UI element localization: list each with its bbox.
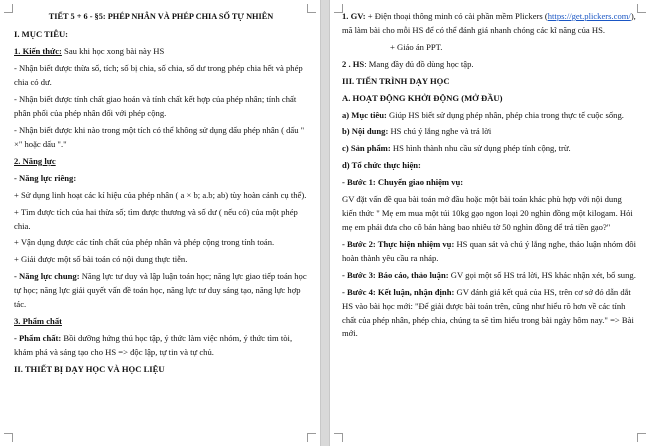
product-text: HS hình thành nhu cầu sử dụng phép tính cộng, trừ. — [390, 143, 571, 154]
lesson-title: TIẾT 5 + 6 - §5: PHÉP NHÂN VÀ PHÉP CHIA SỐ TỰ NHIÊN — [48, 12, 274, 21]
crop-mark — [4, 4, 13, 13]
qualities-paragraph — [14, 332, 308, 360]
teacher-equipment-paragraph — [342, 10, 636, 38]
left-page — [0, 0, 321, 446]
step2-text: HS quan sát và chú ý lắng nghe, thảo luận nhóm đôi hoàn thành yêu cầu ra nháp. — [342, 238, 636, 263]
step3-text: GV gọi một số HS trả lời, HS khác nhận xét, bổ sung. — [448, 269, 636, 280]
general-competency-paragraph — [14, 270, 308, 312]
teacher-text: + Điện thoại thông minh có cài phần mềm Plickers ( — [365, 11, 548, 21]
plickers-link[interactable]: https://get.plickers.com/ — [547, 11, 631, 21]
crop-mark — [4, 433, 13, 442]
crop-mark — [334, 433, 343, 442]
crop-mark — [637, 4, 646, 13]
step1-label: - Bước 1: Chuyển giao nhiệm vụ: — [342, 177, 464, 188]
competency-item: + Giải được một số bài toán có nội dung thực tiễn. — [14, 254, 188, 265]
student-text: : Mang đầy đủ đồ dùng học tập. — [364, 58, 474, 69]
activity-heading-warmup: A. HOẠT ĐỘNG KHỞI ĐỘNG (MỞ ĐẦU) — [342, 92, 503, 103]
qualities-heading: 3. Phẩm chất — [14, 316, 62, 327]
knowledge-item: - Nhận biết được thừa số, tích; số bị chia, số chia, số dư trong phép chia hết và phép chia có dư. — [14, 63, 303, 88]
section-heading-objectives: I. MỤC TIÊU: — [14, 29, 69, 40]
section-heading-process: III. TIẾN TRÌNH DẠY HỌC — [342, 75, 450, 86]
product-label: c) Sản phẩm: — [342, 143, 391, 154]
competency-item: + Sử dụng linh hoạt các kí hiệu của phép nhân ( a × b; a.b; ab) tùy hoàn cảnh cụ thể). — [14, 189, 307, 200]
teacher-label: 1. GV: — [342, 11, 366, 21]
step3-label: - Bước 3: Báo cáo, thảo luận: — [342, 269, 449, 280]
step3-paragraph — [342, 269, 636, 283]
knowledge-item: - Nhận biết được khi nào trong một tích có thể không sử dụng dấu phép nhân ( dấu " ×" hoặc dấu "." — [14, 124, 305, 149]
step4-paragraph — [342, 286, 636, 342]
step1-text: GV đặt vấn đề qua bài toán mở đầu hoặc một bài toán khác phù hợp với nội dung kiến thức " Mẹ em mua một túi 10kg gạo ngon loại 20 nghìn đồng một kilogam. Hỏi mẹ em phải đưa cho cô bán hàng bao nhiêu tờ 50 nghìn đồng để trả tiền gạo?" — [342, 194, 633, 232]
general-competency-text: Năng lực tư duy và lập luận toán học; năng lực giao tiếp toán học tự học; năng lực giải quyết vấn đề toán học, năng lực tư duy sáng tạo, năng lực hợp tác. — [14, 271, 307, 310]
student-equipment-paragraph — [342, 58, 636, 72]
qualities-text: Bồi dưỡng hứng thú học tập, ý thức làm việc nhóm, ý thức tìm tòi, khám phá và sáng tạo cho HS => độc lập, tự tin và tự chủ. — [14, 332, 293, 357]
student-label: 2 . HS — [342, 58, 365, 69]
competency-item: + Vận dụng được các tính chất của phép nhân và phép cộng trong tính toán. — [14, 237, 275, 248]
step4-text: GV đánh giá kết quả của HS, trên cơ sở đó dẫn dắt HS vào bài học mới: "Để giải được bài toán trên, cũng như hiểu rõ hơn về các tính chất của phép nhân, phép chia, chúng ta sẽ tìm hiểu trong bài ngày hôm nay." => Bài mới. — [342, 286, 634, 339]
competency-heading: 2. Năng lực — [14, 155, 56, 166]
content-paragraph — [342, 125, 636, 139]
objective-text: Giúp HS biết sử dụng phép nhân, phép chia trong thực tế cuộc sống. — [386, 109, 624, 120]
step2-label: - Bước 2: Thực hiện nhiệm vụ: — [342, 238, 455, 249]
qualities-label: - Phẩm chất: — [14, 332, 62, 343]
knowledge-text: Sau khi học xong bài này HS — [61, 46, 165, 57]
crop-mark — [307, 4, 316, 13]
step2-paragraph — [342, 238, 636, 266]
knowledge-label: 1. Kiến thức: — [14, 46, 62, 57]
specific-competency-label: - Năng lực riêng: — [14, 172, 77, 183]
step4-label: - Bước 4: Kết luận, nhận định: — [342, 286, 455, 297]
organization-label: d) Tổ chức thực hiện: — [342, 160, 421, 171]
objective-label: a) Mục tiêu: — [342, 109, 387, 120]
knowledge-paragraph — [14, 45, 308, 59]
competency-item: + Tìm được tích của hai thừa số; tìm được thương và số dư ( nếu có) của một phép chia. — [14, 206, 298, 231]
teacher-text-cont: ), mã làm bài cho mỗi HS để có thể đánh giá nhanh chóng các kĩ năng của HS. — [342, 11, 636, 35]
right-page — [329, 0, 650, 446]
content-label: b) Nội dung: — [342, 126, 389, 137]
content-text: HS chú ý lắng nghe và trả lời — [388, 126, 492, 137]
objective-paragraph — [342, 109, 636, 123]
crop-mark — [637, 433, 646, 442]
product-paragraph — [342, 142, 636, 156]
crop-mark — [307, 433, 316, 442]
knowledge-item: - Nhận biết được tính chất giao hoán và tính chất kết hợp của phép nhân; tính chất phân phối của phép nhân đối với phép cộng. — [14, 94, 297, 119]
general-competency-label: - Năng lực chung: — [14, 271, 80, 282]
teacher-item-ppt: + Giáo án PPT. — [390, 41, 443, 52]
section-heading-equipment: II. THIẾT BỊ DẠY HỌC VÀ HỌC LIỆU — [14, 363, 165, 374]
